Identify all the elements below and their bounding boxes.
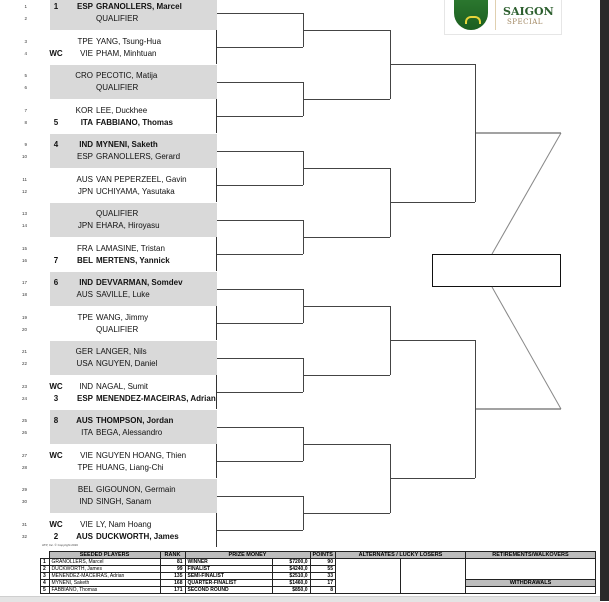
player-name: NGUYEN, Daniel [96,359,158,368]
country-code: ESP [76,2,93,11]
draw-position: 29 [21,487,27,492]
country-code: CRO [75,71,93,80]
country-code: IND [79,381,93,391]
draw-position: 16 [21,257,27,263]
player-name: PECOTIC, Matija [96,71,158,80]
draw-position: 26 [21,430,27,435]
country-code: IND [79,140,93,149]
country-code: JPN [77,186,93,196]
points-value: 90 [310,559,335,566]
draw-position: 15 [21,245,27,251]
draw-position: 27 [21,452,27,458]
draw-position: 5 [24,73,27,78]
rank-header: RANK [160,552,185,559]
seeded-player: GRANOLLERS, Marcel [49,559,160,566]
country-code: ITA [81,428,93,437]
country-code: ESP [76,393,93,403]
draw-position: 22 [21,361,27,366]
points-header: POINTS [310,552,335,559]
country-code: BEL [77,255,93,265]
prize-round: WINNER [185,559,273,566]
player-name: MERTENS, Yannick [96,255,170,265]
country-code: VIE [80,519,93,529]
rank-value: 135 [160,573,185,580]
player-name: QUALIFIER [96,324,139,334]
prize-amount: $7200,0 [273,559,310,566]
country-code: AUS [76,531,93,541]
seed-label: 3 [53,393,59,403]
seed-label: 4 [53,140,59,149]
draw-position: 12 [21,188,27,194]
player-name: LY, Nam Hoang [96,519,152,529]
points-value: 17 [310,580,335,587]
player-name: LANGER, Nils [96,347,147,356]
draw-position: 6 [24,85,27,90]
player-name: LAMASINE, Tristan [96,243,165,253]
draw-position: 21 [21,349,27,354]
player-name: GRANOLLERS, Marcel [96,2,182,11]
prize-amount: $1460,0 [273,580,310,587]
seeded-player: FABBIANO, Thomas [49,587,160,594]
seed-number: 2 [41,566,50,573]
draw-position: 8 [24,119,27,125]
country-code: IND [79,278,93,287]
draw-position: 24 [21,395,27,401]
seed-label: WC [49,450,63,460]
player-name: VAN PEPERZEEL, Gavin [96,174,187,184]
seed-number: 1 [41,559,50,566]
seed-label: 1 [53,2,59,11]
player-name: MYNENI, Saketh [96,140,158,149]
prize-round: SEMI-FINALIST [185,573,273,580]
player-name: EHARA, Hiroyasu [96,221,160,230]
logo-title: SAIGON [503,5,554,18]
prize-amount: $4240,0 [273,566,310,573]
country-code: ESP [76,152,93,161]
points-value: 55 [310,566,335,573]
logo-subtitle: SPECIAL [507,18,543,26]
prize-round: FINALIST [185,566,273,573]
draw-position: 17 [21,280,27,285]
player-name: GRANOLLERS, Gerard [96,152,181,161]
prize-round: SECOND ROUND [185,587,273,594]
country-code: VIE [80,48,93,58]
draw-position: 10 [21,154,27,159]
window-edge [600,0,609,601]
player-name: GIGOUNON, Germain [96,485,176,494]
country-code: GER [75,347,93,356]
draw-position: 4 [24,50,27,56]
scrollbar-horizontal[interactable] [0,596,600,602]
seed-label: WC [49,519,63,529]
seed-label: WC [49,48,63,58]
seed-label: 5 [53,117,59,127]
seed-label: 6 [53,278,59,287]
draw-position: 19 [21,314,27,320]
seed-number: 4 [41,580,50,587]
player-name: YANG, Tsung-Hua [96,36,162,46]
draw-position: 13 [21,211,27,216]
draw-position: 2 [24,16,27,21]
country-code: AUS [76,174,93,184]
seed-label: 8 [53,416,59,425]
player-name: QUALIFIER [96,83,139,92]
seed-label: WC [49,381,63,391]
draw-position: 11 [22,176,27,182]
country-code: TPE [77,36,93,46]
draw-position: 14 [21,223,27,228]
draw-position: 7 [24,107,27,113]
player-name: LEE, Duckhee [96,105,148,115]
seeded-player: MENENDEZ-MACEIRAS, Adrian [49,573,160,580]
player-name: NGUYEN HOANG, Thien [96,450,187,460]
country-code: BEL [77,485,93,494]
country-code: FRA [77,243,93,253]
country-code: USA [76,359,93,368]
points-value: 8 [310,587,335,594]
prize-amount: $850,0 [273,587,310,594]
player-name: MENENDEZ-MACEIRAS, Adrian [96,393,216,403]
player-name: SAVILLE, Luke [96,290,150,299]
seed-label: 2 [53,531,59,541]
country-code: AUS [76,290,93,299]
alternates-header: ALTERNATES / LUCKY LOSERS [335,552,465,559]
country-code: AUS [76,416,93,425]
player-name: QUALIFIER [96,209,139,218]
country-code: ITA [80,117,93,127]
draw-position: 23 [21,383,27,389]
player-name: THOMPSON, Jordan [96,416,174,425]
player-name: QUALIFIER [96,14,139,23]
country-code: TPE [77,462,93,472]
draw-position: 1 [24,4,27,9]
country-code: TPE [77,312,93,322]
player-name: WANG, Jimmy [96,312,149,322]
player-name: DUCKWORTH, James [96,531,179,541]
country-code: JPN [77,221,93,230]
player-name: HUANG, Liang-Chi [96,462,164,472]
seed-number: 5 [41,587,50,594]
country-code: VIE [80,450,93,460]
retirements-header: RETIREMENTS/WALKOVERS [465,552,595,559]
player-name: NAGAL, Sumit [96,381,149,391]
prize-round: QUARTER-FINALIST [185,580,273,587]
withdrawals-header: WITHDRAWALS [465,580,595,587]
country-code: KOR [75,105,93,115]
draw-position: 30 [21,499,27,504]
draw-position: 28 [21,464,27,470]
rank-value: 81 [160,559,185,566]
player-name: SINGH, Sanam [96,497,152,506]
seeded-player: MYNENI, Saketh [49,580,160,587]
player-name: PHAM, Minhtuan [96,48,157,58]
seed-label: 7 [53,255,59,265]
rank-value: 168 [160,580,185,587]
prize-amount: $2510,0 [273,573,310,580]
draw-position: 3 [24,38,27,44]
player-name: BEGA, Alessandro [96,428,163,437]
rank-value: 171 [160,587,185,594]
seeded-player: DUCKWORTH, James [49,566,160,573]
draw-position: 31 [21,521,27,527]
draw-position: 18 [21,292,27,297]
copyright-text: ATP, Inc. © Copyright 2016 [42,543,78,547]
rank-value: 99 [160,566,185,573]
player-name: DEVVARMAN, Somdev [96,278,183,287]
seeded-header: SEEDED PLAYERS [49,552,160,559]
seed-number: 3 [41,573,50,580]
player-name: UCHIYAMA, Yasutaka [96,186,175,196]
draw-position: 9 [24,142,27,147]
draw-position: 20 [21,326,27,332]
draw-position: 32 [21,533,27,539]
country-code: IND [79,497,93,506]
points-value: 33 [310,573,335,580]
draw-position: 25 [21,418,27,423]
player-name: FABBIANO, Thomas [96,117,173,127]
prize-header: PRIZE MONEY [185,552,310,559]
